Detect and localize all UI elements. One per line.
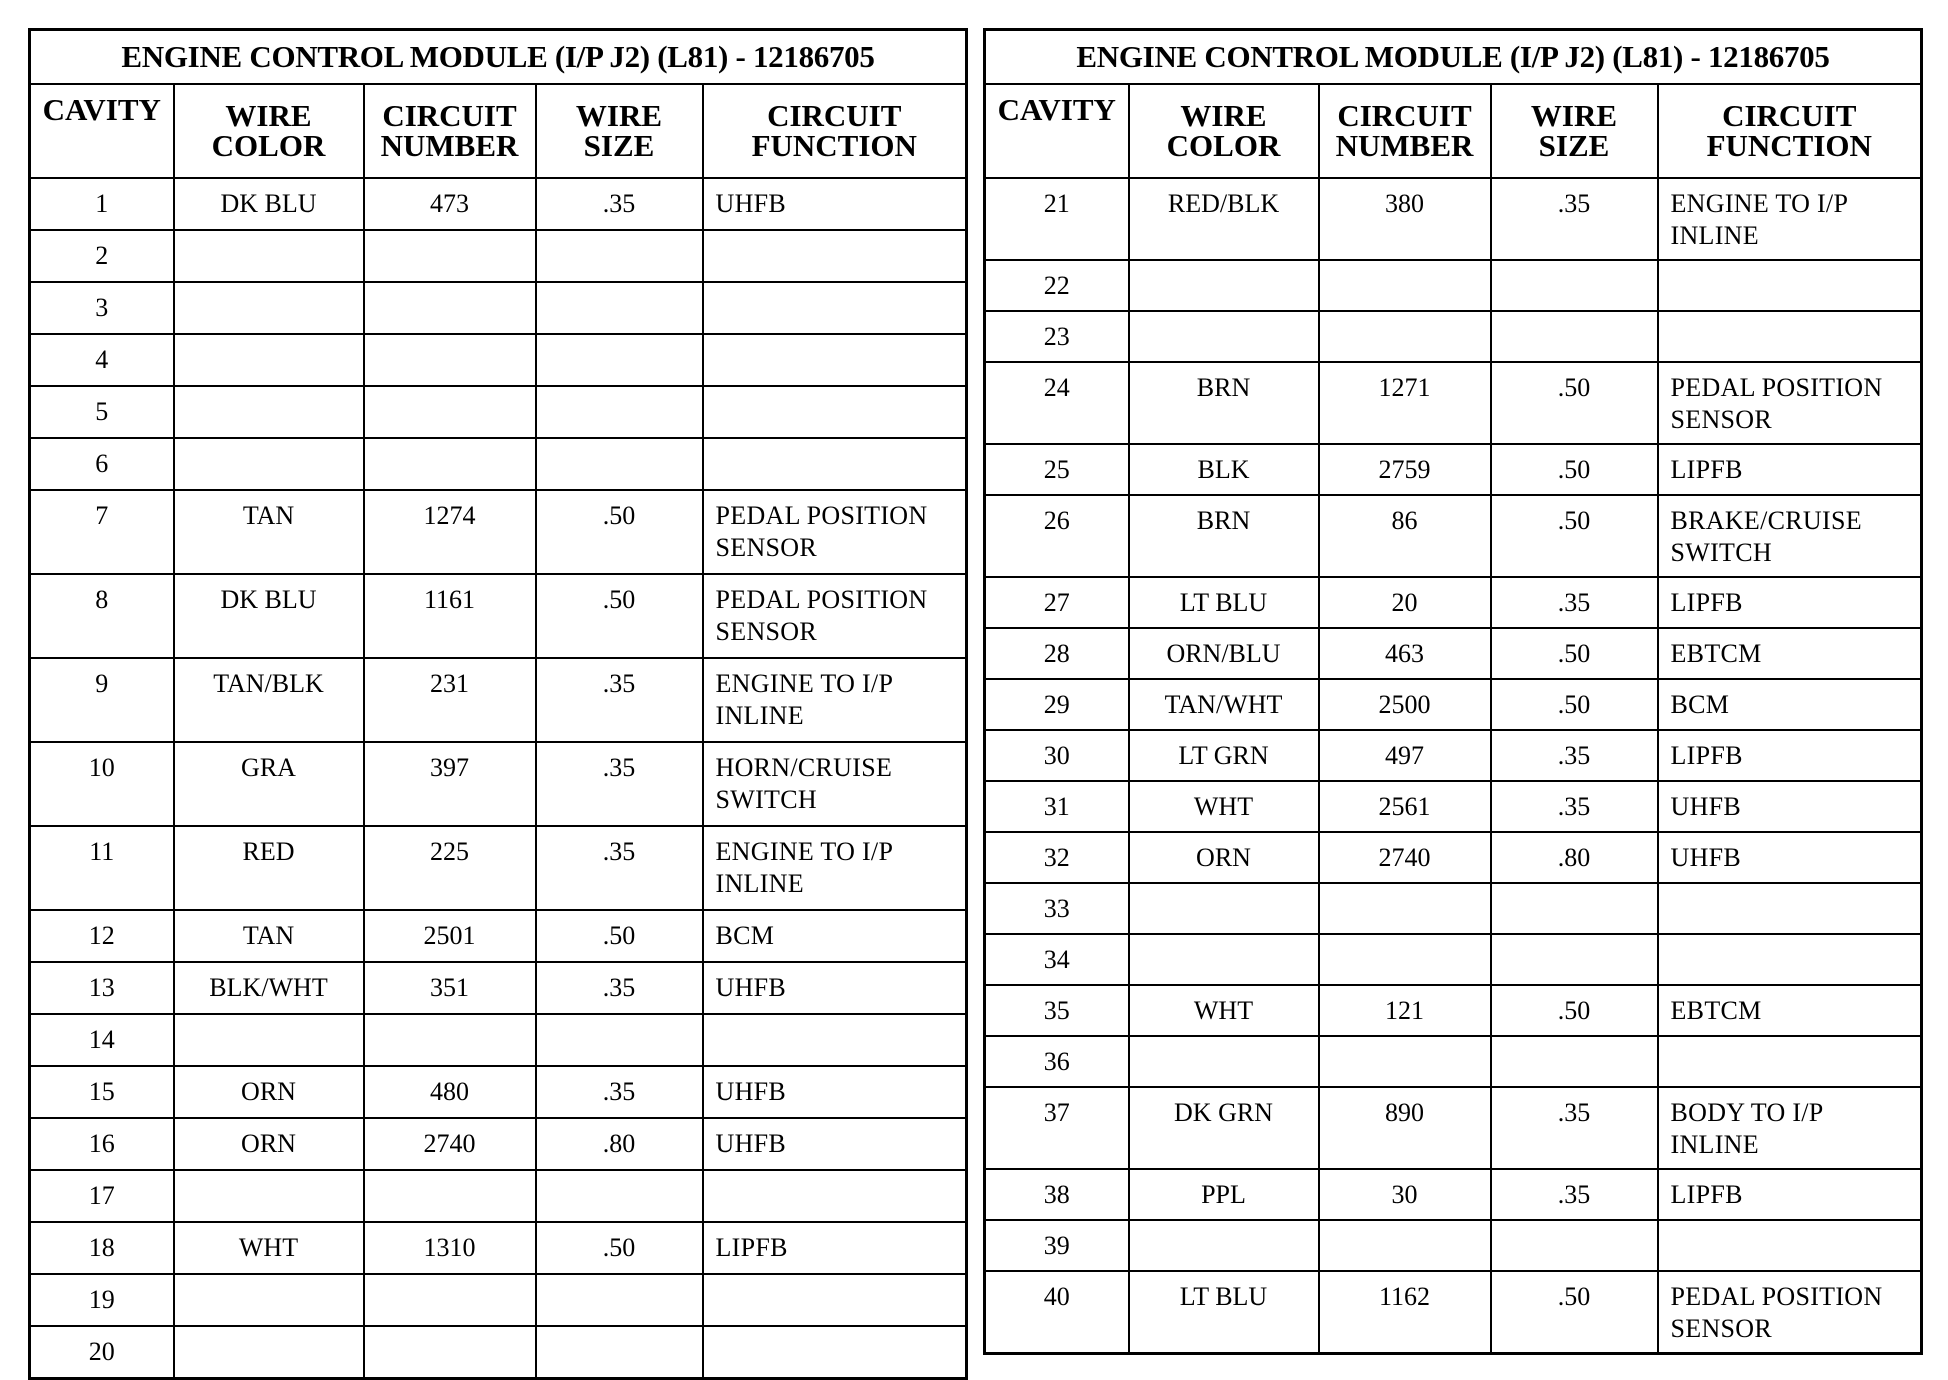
circuit-number-cell: 497 xyxy=(1319,730,1491,781)
circuit-function-cell xyxy=(703,1170,967,1222)
cavity-cell: 40 xyxy=(985,1271,1129,1354)
cavity-cell: 13 xyxy=(30,962,174,1014)
wire-size-cell: .35 xyxy=(1491,730,1658,781)
cavity-cell: 27 xyxy=(985,577,1129,628)
cavity-cell: 24 xyxy=(985,362,1129,444)
circuit-function-line-1: EBTCM xyxy=(1670,639,1762,668)
table-row xyxy=(985,1271,1922,1354)
circuit-function-line-1: ENGINE TO I/P xyxy=(1670,189,1849,218)
wire-size-cell: .50 xyxy=(1491,628,1658,679)
circuit-number-cell: 1271 xyxy=(1319,362,1491,444)
wire-size-cell: .50 xyxy=(1491,444,1658,495)
wire-color-cell: LT BLU xyxy=(1129,577,1319,628)
circuit-function-line-1: UHFB xyxy=(715,1077,787,1106)
table-row xyxy=(30,1222,967,1274)
circuit-function-line-1: BCM xyxy=(1670,690,1730,719)
wire-color-cell xyxy=(174,1326,364,1379)
wire-color-cell: TAN xyxy=(174,910,364,962)
wire-color-cell xyxy=(174,282,364,334)
table-title: ENGINE CONTROL MODULE (I/P J2) (L81) - 12186705 xyxy=(30,30,967,85)
circuit-function-cell xyxy=(1658,883,1922,934)
circuit-function-cell xyxy=(703,282,967,334)
circuit-function-cell xyxy=(703,386,967,438)
wire-color-cell: RED xyxy=(174,826,364,910)
connector-table-right xyxy=(983,28,1923,1355)
wire-size-cell xyxy=(536,1170,703,1222)
circuit-function-line-1: LIPFB xyxy=(715,1233,788,1262)
cavity-cell: 29 xyxy=(985,679,1129,730)
cavity-cell: 36 xyxy=(985,1036,1129,1087)
wire-color-cell: ORN xyxy=(1129,832,1319,883)
circuit-function-line-1: ENGINE TO I/P xyxy=(715,669,894,698)
circuit-function-cell xyxy=(1658,495,1922,577)
header-cavity: CAVITY xyxy=(985,84,1129,178)
wire-color-cell xyxy=(174,230,364,282)
circuit-number-cell: 20 xyxy=(1319,577,1491,628)
circuit-function-line-2: SENSOR xyxy=(715,617,817,646)
circuit-function-cell xyxy=(1658,444,1922,495)
wire-color-cell xyxy=(174,1170,364,1222)
wire-size-cell xyxy=(536,438,703,490)
circuit-function-line-2: INLINE xyxy=(715,869,804,898)
circuit-number-cell xyxy=(1319,1220,1491,1271)
wire-size-cell xyxy=(1491,260,1658,311)
circuit-function-line-2: INLINE xyxy=(715,701,804,730)
wire-color-cell: TAN/BLK xyxy=(174,658,364,742)
circuit-number-cell: 397 xyxy=(364,742,536,826)
circuit-function-line-2: SENSOR xyxy=(1670,1314,1772,1343)
wire-color-cell: WHT xyxy=(1129,781,1319,832)
cavity-cell: 6 xyxy=(30,438,174,490)
cavity-cell: 19 xyxy=(30,1274,174,1326)
circuit-number-cell xyxy=(1319,260,1491,311)
circuit-function-line-1: UHFB xyxy=(715,973,787,1002)
circuit-number-cell: 86 xyxy=(1319,495,1491,577)
circuit-function-cell xyxy=(1658,1271,1922,1354)
circuit-function-cell xyxy=(1658,628,1922,679)
wire-color-cell xyxy=(1129,311,1319,362)
circuit-number-cell xyxy=(1319,883,1491,934)
table-row xyxy=(30,1014,967,1066)
wire-size-cell xyxy=(536,386,703,438)
header-circuit-number: CIRCUIT NUMBER xyxy=(1319,84,1491,178)
circuit-number-cell xyxy=(1319,311,1491,362)
circuit-number-cell xyxy=(364,1274,536,1326)
table-row xyxy=(985,730,1922,781)
cavity-cell: 11 xyxy=(30,826,174,910)
table-row xyxy=(985,781,1922,832)
cavity-cell: 37 xyxy=(985,1087,1129,1169)
cavity-cell: 32 xyxy=(985,832,1129,883)
wire-color-cell xyxy=(1129,934,1319,985)
circuit-number-cell xyxy=(364,282,536,334)
wire-color-cell xyxy=(1129,260,1319,311)
cavity-cell: 34 xyxy=(985,934,1129,985)
wire-color-cell: RED/BLK xyxy=(1129,178,1319,260)
circuit-function-cell xyxy=(703,826,967,910)
wire-color-cell: TAN/WHT xyxy=(1129,679,1319,730)
wire-color-cell: ORN/BLU xyxy=(1129,628,1319,679)
wire-color-cell xyxy=(174,334,364,386)
table-row xyxy=(30,910,967,962)
wire-size-cell: .35 xyxy=(1491,1087,1658,1169)
circuit-function-cell xyxy=(1658,260,1922,311)
wire-size-cell: .35 xyxy=(536,658,703,742)
circuit-function-cell xyxy=(1658,178,1922,260)
table-row xyxy=(985,495,1922,577)
circuit-function-line-1: BRAKE/CRUISE xyxy=(1670,506,1862,535)
circuit-function-cell xyxy=(703,1274,967,1326)
circuit-number-cell xyxy=(1319,934,1491,985)
circuit-number-cell: 463 xyxy=(1319,628,1491,679)
circuit-number-cell xyxy=(364,1326,536,1379)
cavity-cell: 31 xyxy=(985,781,1129,832)
cavity-cell: 39 xyxy=(985,1220,1129,1271)
circuit-function-line-1: LIPFB xyxy=(1670,1180,1743,1209)
wire-size-cell xyxy=(1491,934,1658,985)
wire-size-cell: .35 xyxy=(536,742,703,826)
circuit-function-cell xyxy=(1658,1220,1922,1271)
circuit-function-cell xyxy=(1658,1087,1922,1169)
table-row xyxy=(985,832,1922,883)
wire-size-cell xyxy=(1491,1036,1658,1087)
table-row xyxy=(985,1036,1922,1087)
circuit-function-line-1: UHFB xyxy=(1670,792,1742,821)
table-row xyxy=(30,742,967,826)
table-row xyxy=(985,679,1922,730)
wire-size-cell: .35 xyxy=(536,1066,703,1118)
circuit-function-cell xyxy=(703,438,967,490)
wire-color-cell xyxy=(1129,883,1319,934)
circuit-number-cell: 2500 xyxy=(1319,679,1491,730)
cavity-cell: 25 xyxy=(985,444,1129,495)
table-row xyxy=(30,282,967,334)
table-row xyxy=(985,1220,1922,1271)
circuit-function-line-2: SENSOR xyxy=(715,533,817,562)
table-row xyxy=(30,1170,967,1222)
cavity-cell: 23 xyxy=(985,311,1129,362)
table-row xyxy=(30,962,967,1014)
circuit-number-cell: 890 xyxy=(1319,1087,1491,1169)
cavity-cell: 4 xyxy=(30,334,174,386)
table-row xyxy=(985,444,1922,495)
circuit-function-line-2: INLINE xyxy=(1670,1130,1759,1159)
header-row xyxy=(985,84,1922,178)
circuit-number-cell: 2561 xyxy=(1319,781,1491,832)
circuit-function-line-1: UHFB xyxy=(1670,843,1742,872)
cavity-cell: 2 xyxy=(30,230,174,282)
circuit-number-cell: 225 xyxy=(364,826,536,910)
circuit-number-cell: 231 xyxy=(364,658,536,742)
circuit-number-cell xyxy=(364,1170,536,1222)
circuit-number-cell: 2501 xyxy=(364,910,536,962)
circuit-function-line-2: SWITCH xyxy=(715,785,817,814)
wire-size-cell: .50 xyxy=(1491,495,1658,577)
circuit-number-cell: 2740 xyxy=(1319,832,1491,883)
cavity-cell: 16 xyxy=(30,1118,174,1170)
circuit-function-line-1: PEDAL POSITION xyxy=(1670,1282,1883,1311)
circuit-function-cell xyxy=(703,1118,967,1170)
circuit-number-cell: 473 xyxy=(364,178,536,230)
header-wire-size: WIRE SIZE xyxy=(1491,84,1658,178)
wire-color-cell xyxy=(1129,1220,1319,1271)
wire-color-cell: WHT xyxy=(174,1222,364,1274)
circuit-function-cell xyxy=(1658,311,1922,362)
cavity-cell: 7 xyxy=(30,490,174,574)
wire-color-cell: ORN xyxy=(174,1118,364,1170)
wire-color-cell: BRN xyxy=(1129,495,1319,577)
wire-size-cell: .80 xyxy=(1491,832,1658,883)
circuit-number-cell: 1162 xyxy=(1319,1271,1491,1354)
circuit-function-line-1: UHFB xyxy=(715,189,787,218)
table-body xyxy=(30,178,967,1379)
wire-color-cell: PPL xyxy=(1129,1169,1319,1220)
header-circuit-function: CIRCUIT FUNCTION xyxy=(1658,84,1922,178)
circuit-function-cell xyxy=(1658,362,1922,444)
circuit-function-cell xyxy=(1658,781,1922,832)
table-row xyxy=(985,577,1922,628)
circuit-function-cell xyxy=(1658,934,1922,985)
wire-color-cell: BRN xyxy=(1129,362,1319,444)
wire-color-cell xyxy=(174,1274,364,1326)
circuit-function-cell xyxy=(703,1326,967,1379)
wire-size-cell: .50 xyxy=(536,574,703,658)
table-row xyxy=(30,658,967,742)
wire-size-cell xyxy=(536,230,703,282)
wire-size-cell: .35 xyxy=(1491,1169,1658,1220)
circuit-function-line-1: PEDAL POSITION xyxy=(715,585,928,614)
table-row xyxy=(30,490,967,574)
circuit-function-line-1: BODY TO I/P xyxy=(1670,1098,1824,1127)
wire-color-cell: DK GRN xyxy=(1129,1087,1319,1169)
wire-size-cell xyxy=(536,334,703,386)
table-title: ENGINE CONTROL MODULE (I/P J2) (L81) - 12186705 xyxy=(985,30,1922,85)
table-row xyxy=(30,438,967,490)
wire-size-cell: .35 xyxy=(536,826,703,910)
circuit-number-cell xyxy=(364,386,536,438)
cavity-cell: 35 xyxy=(985,985,1129,1036)
cavity-cell: 15 xyxy=(30,1066,174,1118)
cavity-cell: 33 xyxy=(985,883,1129,934)
circuit-number-cell: 1161 xyxy=(364,574,536,658)
circuit-number-cell xyxy=(364,230,536,282)
circuit-function-cell xyxy=(703,658,967,742)
cavity-cell: 8 xyxy=(30,574,174,658)
cavity-cell: 12 xyxy=(30,910,174,962)
header-circuit-function: CIRCUIT FUNCTION xyxy=(703,84,967,178)
circuit-function-line-2: INLINE xyxy=(1670,221,1759,250)
wire-size-cell: .50 xyxy=(536,910,703,962)
cavity-cell: 20 xyxy=(30,1326,174,1379)
circuit-function-line-2: SENSOR xyxy=(1670,405,1772,434)
circuit-function-line-1: LIPFB xyxy=(1670,455,1743,484)
wire-size-cell xyxy=(536,282,703,334)
table-row xyxy=(30,178,967,230)
cavity-cell: 22 xyxy=(985,260,1129,311)
cavity-cell: 1 xyxy=(30,178,174,230)
wire-size-cell xyxy=(1491,883,1658,934)
circuit-function-cell xyxy=(703,1066,967,1118)
header-row xyxy=(30,84,967,178)
wire-color-cell xyxy=(174,438,364,490)
cavity-cell: 10 xyxy=(30,742,174,826)
header-wire-color: WIRE COLOR xyxy=(1129,84,1319,178)
wire-size-cell xyxy=(536,1014,703,1066)
wire-size-cell xyxy=(536,1326,703,1379)
table-row xyxy=(985,1169,1922,1220)
wire-size-cell: .35 xyxy=(1491,577,1658,628)
table-row xyxy=(30,1274,967,1326)
circuit-number-cell xyxy=(364,334,536,386)
wire-size-cell: .35 xyxy=(536,178,703,230)
cavity-cell: 14 xyxy=(30,1014,174,1066)
wire-color-cell: GRA xyxy=(174,742,364,826)
cavity-cell: 21 xyxy=(985,178,1129,260)
circuit-function-cell xyxy=(703,1014,967,1066)
table-body xyxy=(985,178,1922,1354)
wire-color-cell: WHT xyxy=(1129,985,1319,1036)
circuit-number-cell: 2759 xyxy=(1319,444,1491,495)
circuit-function-line-1: PEDAL POSITION xyxy=(715,501,928,530)
circuit-function-cell xyxy=(703,178,967,230)
wire-color-cell xyxy=(1129,1036,1319,1087)
table-row xyxy=(985,260,1922,311)
circuit-function-line-1: PEDAL POSITION xyxy=(1670,373,1883,402)
circuit-function-line-1: HORN/CRUISE xyxy=(715,753,893,782)
connector-table-left xyxy=(28,28,968,1380)
wire-color-cell: BLK xyxy=(1129,444,1319,495)
circuit-function-line-1: UHFB xyxy=(715,1129,787,1158)
circuit-function-cell xyxy=(703,962,967,1014)
circuit-number-cell: 1274 xyxy=(364,490,536,574)
table-row xyxy=(985,311,1922,362)
circuit-function-cell xyxy=(1658,1169,1922,1220)
table-row xyxy=(985,883,1922,934)
header-circuit-number: CIRCUIT NUMBER xyxy=(364,84,536,178)
header-wire-size: WIRE SIZE xyxy=(536,84,703,178)
table-row xyxy=(985,362,1922,444)
circuit-number-cell: 121 xyxy=(1319,985,1491,1036)
circuit-function-cell xyxy=(1658,730,1922,781)
circuit-function-cell xyxy=(703,334,967,386)
wire-size-cell xyxy=(536,1274,703,1326)
table-row xyxy=(30,1118,967,1170)
table-row xyxy=(30,826,967,910)
circuit-function-cell xyxy=(703,910,967,962)
cavity-cell: 26 xyxy=(985,495,1129,577)
cavity-cell: 3 xyxy=(30,282,174,334)
cavity-cell: 38 xyxy=(985,1169,1129,1220)
wire-size-cell: .50 xyxy=(536,490,703,574)
circuit-function-line-1: EBTCM xyxy=(1670,996,1762,1025)
circuit-function-line-1: ENGINE TO I/P xyxy=(715,837,894,866)
table-row xyxy=(30,334,967,386)
circuit-number-cell: 2740 xyxy=(364,1118,536,1170)
wire-color-cell: DK BLU xyxy=(174,178,364,230)
wire-size-cell xyxy=(1491,1220,1658,1271)
table-row xyxy=(30,574,967,658)
table-row xyxy=(30,386,967,438)
circuit-number-cell: 1310 xyxy=(364,1222,536,1274)
table-row xyxy=(30,230,967,282)
table-row xyxy=(985,985,1922,1036)
cavity-cell: 9 xyxy=(30,658,174,742)
table-row xyxy=(985,1087,1922,1169)
cavity-cell: 18 xyxy=(30,1222,174,1274)
table-row xyxy=(985,934,1922,985)
wire-size-cell: .35 xyxy=(1491,178,1658,260)
wire-size-cell: .35 xyxy=(536,962,703,1014)
circuit-number-cell: 351 xyxy=(364,962,536,1014)
circuit-function-line-1: BCM xyxy=(715,921,775,950)
wire-color-cell: LT GRN xyxy=(1129,730,1319,781)
circuit-function-cell xyxy=(1658,985,1922,1036)
wire-size-cell: .50 xyxy=(1491,1271,1658,1354)
wire-size-cell xyxy=(1491,311,1658,362)
cavity-cell: 5 xyxy=(30,386,174,438)
wire-color-cell xyxy=(174,386,364,438)
table-row xyxy=(30,1066,967,1118)
circuit-function-cell xyxy=(703,1222,967,1274)
circuit-number-cell: 30 xyxy=(1319,1169,1491,1220)
cavity-cell: 30 xyxy=(985,730,1129,781)
circuit-function-cell xyxy=(703,490,967,574)
circuit-function-cell xyxy=(1658,1036,1922,1087)
circuit-function-line-1: LIPFB xyxy=(1670,588,1743,617)
circuit-function-cell xyxy=(1658,832,1922,883)
wire-size-cell: .80 xyxy=(536,1118,703,1170)
circuit-function-cell xyxy=(1658,577,1922,628)
circuit-number-cell xyxy=(1319,1036,1491,1087)
wire-size-cell: .50 xyxy=(1491,362,1658,444)
table-row xyxy=(985,628,1922,679)
wire-color-cell: DK BLU xyxy=(174,574,364,658)
circuit-number-cell: 480 xyxy=(364,1066,536,1118)
table-row xyxy=(985,178,1922,260)
wire-color-cell: BLK/WHT xyxy=(174,962,364,1014)
wire-color-cell xyxy=(174,1014,364,1066)
wire-size-cell: .50 xyxy=(1491,985,1658,1036)
wire-size-cell: .50 xyxy=(1491,679,1658,730)
wire-size-cell: .50 xyxy=(536,1222,703,1274)
circuit-function-cell xyxy=(703,574,967,658)
circuit-function-cell xyxy=(1658,679,1922,730)
circuit-function-line-2: SWITCH xyxy=(1670,538,1772,567)
circuit-number-cell xyxy=(364,438,536,490)
cavity-cell: 28 xyxy=(985,628,1129,679)
circuit-function-cell xyxy=(703,742,967,826)
cavity-cell: 17 xyxy=(30,1170,174,1222)
wire-color-cell: ORN xyxy=(174,1066,364,1118)
header-cavity: CAVITY xyxy=(30,84,174,178)
table-row xyxy=(30,1326,967,1379)
wire-color-cell: TAN xyxy=(174,490,364,574)
wire-size-cell: .35 xyxy=(1491,781,1658,832)
circuit-number-cell: 380 xyxy=(1319,178,1491,260)
circuit-function-cell xyxy=(703,230,967,282)
header-wire-color: WIRE COLOR xyxy=(174,84,364,178)
circuit-function-line-1: LIPFB xyxy=(1670,741,1743,770)
circuit-number-cell xyxy=(364,1014,536,1066)
wire-color-cell: LT BLU xyxy=(1129,1271,1319,1354)
